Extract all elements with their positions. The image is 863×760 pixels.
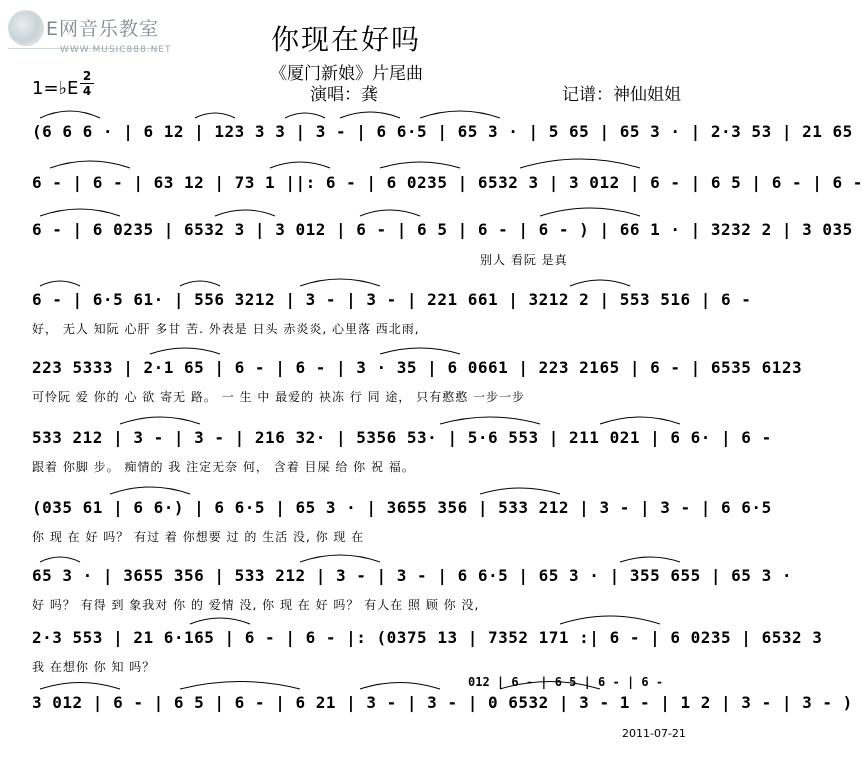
slur xyxy=(360,210,420,216)
slur xyxy=(300,279,380,286)
slur xyxy=(560,616,660,624)
notation-line-6: 533 212 | 3 - | 3 - | 216 32· | 5356 53· | 5·6 553 | 211 021 | 6 6· | 6 - xyxy=(32,428,772,447)
key-signature: 1=♭E xyxy=(32,78,79,99)
slur xyxy=(180,281,220,286)
slur xyxy=(195,113,235,118)
slur xyxy=(380,162,460,168)
slur xyxy=(110,487,190,494)
site-logo-text: E网音乐教室 xyxy=(46,18,160,40)
upper-voice-notes: 012 | 6 - | 6 5 | 6 - | 6 - xyxy=(468,675,664,689)
slur xyxy=(620,557,680,562)
notation-line-5: 223 5333 | 2·1 65 | 6 - | 6 - | 3 · 35 | 6 0661 | 223 2165 | 6 - | 6535 6123 xyxy=(32,358,803,377)
slur xyxy=(120,417,200,424)
song-title: 你现在好吗 xyxy=(271,23,422,56)
slur xyxy=(40,111,100,118)
notation-line-10: 3 012 | 6 - | 6 5 | 6 - | 6 21 | 3 - | 3 - | 0 6532 | 3 - 1 - | 1 2 | 3 - | 3 - ) xyxy=(32,693,853,712)
lyric-line-6: 跟着 你脚 步。 痴情的 我 注定无奈 何， 含着 目屎 给 你 祝 福。 xyxy=(32,460,415,474)
transcriber: 记谱：神仙姐姐 xyxy=(562,85,681,105)
slur xyxy=(285,113,325,118)
time-sig-top: 2 xyxy=(82,69,92,83)
slur xyxy=(440,417,540,424)
slur xyxy=(40,281,80,286)
site-url: WWW.MUSIC888.NET xyxy=(60,45,172,55)
slur xyxy=(40,557,80,562)
slur xyxy=(180,682,300,690)
lyric-line-8: 好 吗？ 有得 到 象我对 你 的 爱情 没, 你 现 在 好 吗？ 有人在 照 顾 你 没, xyxy=(32,598,480,612)
notation-line-8: 65 3 · | 3655 356 | 533 212 | 3 - | 3 - | 6 6·5 | 65 3 · | 355 655 | 65 3 · xyxy=(32,566,792,585)
slur xyxy=(40,683,120,690)
lyric-line-3: 别人 看阮 是真 xyxy=(480,253,568,267)
transcription-date: 2011-07-21 xyxy=(622,727,686,740)
slur xyxy=(540,208,640,216)
lyric-line-4: 好， 无人 知阮 心肝 多甘 苦. 外表是 日头 赤炎炎, 心里落 西北雨, xyxy=(32,322,420,336)
lyric-line-9: 我 在想你 你 知 吗？ xyxy=(32,660,156,674)
notation-line-2: 6 - | 6 - | 63 12 | 73 1 ||: 6 - | 6 0235 | 6532 3 | 3 012 | 6 - | 6 5 | 6 - | 6 - xyxy=(32,173,863,192)
time-signature xyxy=(80,70,94,97)
slur xyxy=(270,162,330,168)
slur xyxy=(190,618,250,624)
slur xyxy=(420,111,500,118)
slur xyxy=(380,348,460,354)
notation-line-1: (6 6 6 · | 6 12 | 123 3 3 | 3 - | 6 6·5 | 65 3 · | 5 65 | 65 3 · | 2·3 53 | 21 65 xyxy=(32,122,853,141)
slur xyxy=(300,555,380,562)
song-subtitle: 《厦门新娘》片尾曲 xyxy=(270,64,423,84)
slur xyxy=(40,209,120,216)
slur xyxy=(520,159,640,168)
notation-line-7: (035 61 | 6 6·) | 6 6·5 | 65 3 · | 3655 356 | 533 212 | 3 - | 3 - | 6 6·5 xyxy=(32,498,772,517)
slur xyxy=(215,210,275,216)
slur xyxy=(340,112,400,118)
time-sig-bottom: 4 xyxy=(82,84,92,98)
slur xyxy=(600,417,680,424)
slur xyxy=(50,161,130,168)
slur xyxy=(360,683,440,690)
site-logo-icon xyxy=(8,10,44,46)
lyric-line-7: 你 现 在 好 吗？ 有过 着 你想要 过 的 生活 没, 你 现 在 xyxy=(32,530,365,544)
slur xyxy=(480,488,560,494)
lyric-line-5: 可怜阮 爱 你的 心 欲 寄无 路。 一 生 中 最爱的 袂冻 行 同 途， 只有憨憨 一步一步 xyxy=(32,390,526,404)
slur xyxy=(150,348,220,354)
slur xyxy=(570,280,630,286)
notation-line-9: 2·3 553 | 21 6·165 | 6 - | 6 - |: (0375 13 | 7352 171 :| 6 - | 6 0235 | 6532 3 xyxy=(32,628,823,647)
notation-line-4: 6 - | 6·5 61· | 556 3212 | 3 - | 3 - | 221 661 | 3212 2 | 553 516 | 6 - xyxy=(32,290,752,309)
singer: 演唱：龚 xyxy=(310,85,378,105)
notation-line-3: 6 - | 6 0235 | 6532 3 | 3 012 | 6 - | 6 5 | 6 - | 6 - ) | 66 1 · | 3232 2 | 3 035 xyxy=(32,220,853,239)
